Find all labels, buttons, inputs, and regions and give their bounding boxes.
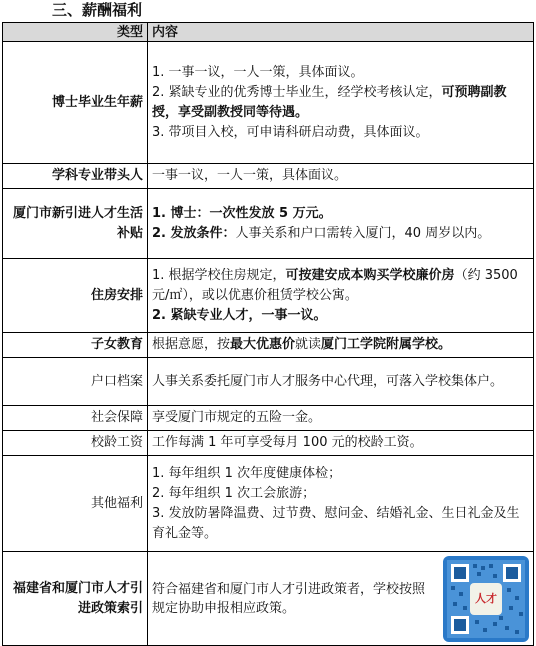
type-subsidy: 厦门市新引进人才生活补贴 xyxy=(3,189,148,259)
content-social: 享受厦门市规定的五险一金。 xyxy=(148,406,534,431)
type-social: 社会保障 xyxy=(3,406,148,431)
phd-item-3: 3. 带项目入校，可申请科研启动费，具体面议。 xyxy=(152,124,429,140)
qr-code-icon[interactable] xyxy=(443,556,529,642)
content-other xyxy=(148,456,534,552)
housing-item-1 xyxy=(152,266,529,306)
header-type: 类型 xyxy=(3,23,148,42)
type-phd: 博士毕业生年薪 xyxy=(3,42,148,164)
phd-item-2 xyxy=(152,83,529,123)
content-seniority: 工作每满 1 年可享受每月 100 元的校龄工资。 xyxy=(148,431,534,456)
phd-item-1: 1. 一事一议，一人一策，具体面议。 xyxy=(152,64,364,80)
policy-text: 符合福建省和厦门市人才引进政策者，学校按照规定协助申报相应政策。 xyxy=(152,581,426,616)
type-children: 子女教育 xyxy=(3,333,148,358)
housing-item-1-text: 1. 根据学校住房规定， xyxy=(152,267,286,283)
header-content: 内容 xyxy=(148,23,534,42)
qr-logo: 人才 xyxy=(470,583,502,615)
policy-wrap xyxy=(152,556,529,642)
housing-item-2: 2. 紧缺专业人才，一事一议。 xyxy=(152,307,327,323)
table-row-phd xyxy=(3,42,534,164)
table-row-leader xyxy=(3,164,534,189)
children-text-d: 厦门工学院附属学校。 xyxy=(321,337,452,352)
content-housing xyxy=(148,259,534,333)
subsidy-item-2-text: 人事关系和户口需转入厦门，40 周岁以内。 xyxy=(235,225,491,241)
other-item-3: 3. 发放防暑降温费、过节费、慰问金、结婚礼金、生日礼金及生育礼金等。 xyxy=(152,505,520,541)
benefits-table xyxy=(2,22,534,646)
subsidy-item-2 xyxy=(152,224,529,244)
type-leader: 学科专业带头人 xyxy=(3,164,148,189)
table-row-seniority xyxy=(3,431,534,456)
phd-item-2-text: 2. 紧缺专业的优秀博士毕业生，经学校考核认定， xyxy=(152,84,442,100)
children-text-c: 就读 xyxy=(295,337,322,352)
content-children xyxy=(148,333,534,358)
children-text-b: 最大优惠价 xyxy=(230,337,296,352)
table-row-children xyxy=(3,333,534,358)
table-row-social xyxy=(3,406,534,431)
type-policy: 福建省和厦门市人才引进政策索引 xyxy=(3,552,148,646)
other-item-1: 1. 每年组织 1 次年度健康体检； xyxy=(152,465,342,481)
table-row-hukou xyxy=(3,358,534,406)
content-hukou: 人事关系委托厦门市人才服务中心代理，可落入学校集体户。 xyxy=(148,358,534,406)
subsidy-item-2-label: 2. 发放条件： xyxy=(152,225,236,241)
table-row-other xyxy=(3,456,534,552)
type-hukou: 户口档案 xyxy=(3,358,148,406)
other-item-2: 2. 每年组织 1 次工会旅游； xyxy=(152,485,316,501)
table-header-row xyxy=(3,23,534,42)
type-seniority: 校龄工资 xyxy=(3,431,148,456)
type-other: 其他福利 xyxy=(3,456,148,552)
content-leader: 一事一议，一人一策，具体面议。 xyxy=(148,164,534,189)
type-housing: 住房安排 xyxy=(3,259,148,333)
housing-item-1-tail: （约 3500 元/㎡），或以优惠价租赁学校公寓。 xyxy=(152,267,518,303)
phd-item-2-bold: 可预聘副教授，享受副教授同等待遇。 xyxy=(152,84,507,120)
content-phd xyxy=(148,42,534,164)
subsidy-item-1: 1. 博士：一次性发放 5 万元。 xyxy=(152,205,332,221)
section-title: 三、薪酬福利 xyxy=(52,1,143,19)
content-subsidy xyxy=(148,189,534,259)
housing-item-1-bold: 可按建安成本购买学校廉价房 xyxy=(285,267,455,283)
children-text-a: 根据意愿，按 xyxy=(152,337,231,352)
content-policy xyxy=(148,552,534,646)
table-row-housing xyxy=(3,259,534,333)
table-row-policy xyxy=(3,552,534,646)
table-row-subsidy xyxy=(3,189,534,259)
